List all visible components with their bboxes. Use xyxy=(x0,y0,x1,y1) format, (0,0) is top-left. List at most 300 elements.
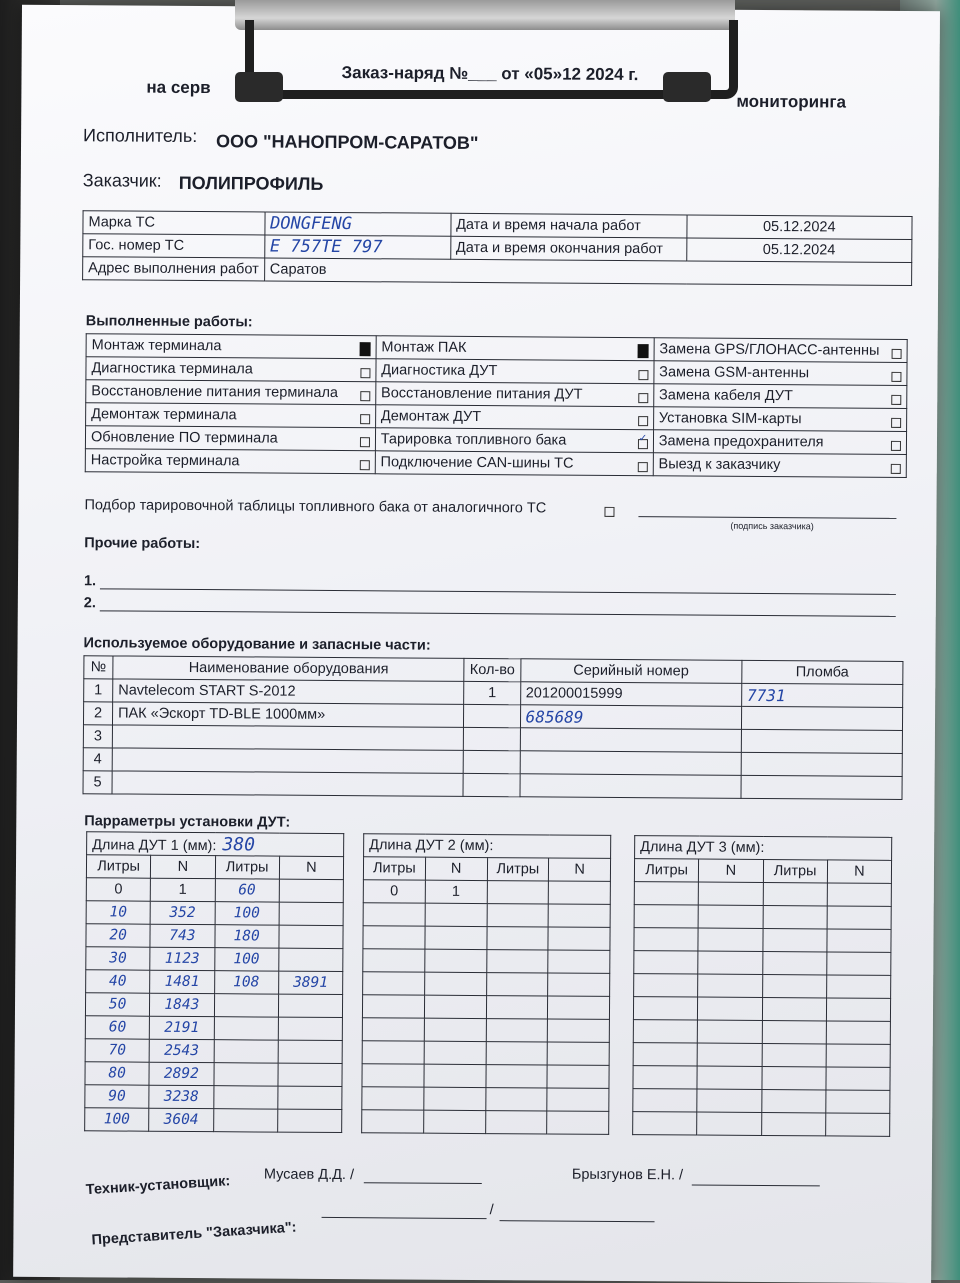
equipment-header-cell: Кол-во xyxy=(464,658,520,681)
d1-cell xyxy=(278,994,342,1017)
d2-cell xyxy=(363,949,425,972)
d1-header-cell: N xyxy=(151,855,215,878)
customer-label: Заказчик: xyxy=(82,170,162,191)
d3-cell xyxy=(827,883,891,906)
d3-cell xyxy=(762,1043,826,1066)
d1-cell: 2191 xyxy=(150,1016,214,1039)
d2-header-cell: Литры xyxy=(487,858,549,881)
d2-table xyxy=(361,833,611,1135)
d2-cell xyxy=(363,972,425,995)
d3-cell xyxy=(761,1089,825,1112)
d2-cell xyxy=(362,1041,424,1064)
equipment-row xyxy=(83,771,902,800)
d2-cell xyxy=(548,904,610,927)
equipment-header-cell: Серийный номер xyxy=(520,659,741,684)
technician-1-line xyxy=(364,1182,482,1184)
d3-cell xyxy=(698,882,762,905)
d2-cell xyxy=(425,949,487,972)
brand-value: DONGFENG xyxy=(265,212,451,236)
work-item xyxy=(654,338,907,363)
work-item-label: Замена GPS/ГЛОНАСС-антенны xyxy=(659,341,880,359)
d1-cell xyxy=(278,1040,342,1063)
d3-cell xyxy=(826,998,890,1021)
d3-header-cell: N xyxy=(827,860,891,883)
other-line-1-number: 1. xyxy=(83,573,97,590)
d3-cell xyxy=(698,928,762,951)
equipment-cell: Navtelecom START S-2012 xyxy=(113,679,465,704)
d3-cell xyxy=(826,1044,890,1067)
equipment-header-cell: № xyxy=(84,656,113,679)
d1-row xyxy=(85,1062,342,1087)
d1-row xyxy=(85,1085,342,1110)
d2-cell xyxy=(487,904,549,927)
d1-cell xyxy=(214,994,278,1017)
d1-cell: 3604 xyxy=(149,1108,213,1131)
representative-label: Представитель "Заказчика": xyxy=(91,1219,297,1249)
work-item xyxy=(653,430,906,455)
d2-cell xyxy=(547,1042,609,1065)
d3-cell xyxy=(633,1043,697,1066)
work-item xyxy=(376,359,654,384)
start-value: 05.12.2024 xyxy=(687,215,913,240)
d2-row xyxy=(363,926,610,951)
d1-cell: 90 xyxy=(85,1085,149,1108)
d2-cell xyxy=(424,1018,486,1041)
other-works-title: Прочие работы: xyxy=(84,535,201,553)
d3-cell xyxy=(698,997,762,1020)
work-item xyxy=(653,453,906,478)
d1-row xyxy=(86,878,343,903)
other-line-2-number: 2. xyxy=(83,595,96,612)
d3-cell xyxy=(698,951,762,974)
work-item-checkbox[interactable] xyxy=(637,344,648,358)
d1-row xyxy=(85,1016,342,1041)
d1-cell xyxy=(213,1086,277,1109)
work-order-sheet xyxy=(13,5,940,1283)
d2-cell xyxy=(547,1088,609,1111)
d1-cell xyxy=(214,1040,278,1063)
d2-length-label: Длина ДУТ 2 (мм): xyxy=(369,837,494,855)
work-item-label: Настройка терминала xyxy=(90,452,240,470)
d3-cell xyxy=(698,1020,762,1043)
d2-row xyxy=(362,995,609,1020)
d1-cell: 352 xyxy=(150,901,214,924)
d2-cell xyxy=(363,903,425,926)
work-item-label: Выезд к заказчику xyxy=(658,456,781,474)
d1-cell: 100 xyxy=(85,1108,149,1131)
d1-row xyxy=(86,901,343,926)
d1-cell: 40 xyxy=(86,970,150,993)
technician-2-line xyxy=(692,1185,820,1187)
other-line-1 xyxy=(100,588,896,595)
work-item xyxy=(85,426,375,451)
d2-cell xyxy=(362,1087,424,1110)
work-item-checkbox[interactable] xyxy=(638,416,648,426)
d1-length-cell xyxy=(87,832,344,857)
d1-cell: 80 xyxy=(85,1062,149,1085)
work-item-label: Монтаж терминала xyxy=(91,336,222,354)
work-item xyxy=(375,428,653,453)
d2-cell xyxy=(362,1110,424,1133)
d2-row xyxy=(362,1018,609,1043)
d3-cell xyxy=(762,951,826,974)
representative-line-2 xyxy=(500,1220,655,1222)
d3-cell xyxy=(634,882,698,905)
work-item xyxy=(376,336,654,361)
d2-header-cell: Литры xyxy=(363,857,425,880)
works-table xyxy=(85,333,908,478)
d3-cell xyxy=(763,905,827,928)
d2-cell xyxy=(362,1064,424,1087)
work-item-checkbox[interactable] xyxy=(891,372,901,382)
d1-row xyxy=(86,924,343,949)
equipment-cell: 7731 xyxy=(741,683,902,707)
d1-cell: 180 xyxy=(214,925,278,948)
d3-cell xyxy=(633,1112,697,1135)
d2-cell xyxy=(425,903,487,926)
equipment-title: Используемое оборудование и запасные части: xyxy=(83,635,431,654)
work-item xyxy=(653,384,906,409)
d1-cell: 1481 xyxy=(150,970,214,993)
d3-cell xyxy=(826,1021,890,1044)
d1-header-row xyxy=(86,855,343,880)
d2-row xyxy=(362,1110,609,1135)
d3-cell xyxy=(827,952,891,975)
work-item-checkbox[interactable] xyxy=(360,460,370,470)
d3-cell xyxy=(762,974,826,997)
selection-text: Подбор тарировочной таблицы топливного бака от аналогичного ТС xyxy=(84,497,547,517)
work-item-checkbox[interactable] xyxy=(891,464,901,474)
d3-table xyxy=(632,835,892,1137)
equipment-cell xyxy=(741,752,902,776)
d2-row xyxy=(362,1041,609,1066)
d3-cell xyxy=(761,1112,825,1135)
equipment-cell xyxy=(464,727,520,750)
d3-row xyxy=(634,928,891,953)
clip-knob-left xyxy=(235,72,283,102)
clipboard-clip xyxy=(235,0,735,110)
equipment-header-cell: Пломба xyxy=(742,660,903,684)
d2-row xyxy=(363,880,610,905)
technician-1: Мусаев Д.Д. / xyxy=(263,1166,355,1184)
d2-cell xyxy=(486,950,548,973)
vehicle-table xyxy=(82,210,912,286)
d1-cell xyxy=(278,1017,342,1040)
d3-cell xyxy=(634,974,698,997)
d1-table xyxy=(84,831,344,1133)
executor-label: Исполнитель: xyxy=(83,125,198,147)
d1-cell: 30 xyxy=(86,947,150,970)
d1-cell: 1 xyxy=(151,878,215,901)
d2-cell xyxy=(486,1019,548,1042)
dut2-block xyxy=(361,833,611,1135)
d2-header-row xyxy=(363,857,610,882)
d1-cell: 100 xyxy=(214,948,278,971)
d3-cell xyxy=(762,928,826,951)
d2-cell xyxy=(547,1111,609,1134)
d2-cell xyxy=(424,972,486,995)
d1-cell: 100 xyxy=(215,902,279,925)
work-item xyxy=(86,403,376,428)
d1-cell: 50 xyxy=(85,993,149,1016)
works-row xyxy=(85,449,906,478)
d2-cell: 0 xyxy=(363,880,425,903)
work-item-label: Демонтаж терминала xyxy=(91,406,237,424)
order-subtitle-right: мониторинга xyxy=(736,91,847,112)
work-item-label: Демонтаж ДУТ xyxy=(380,408,482,426)
equipment-cell xyxy=(464,704,520,727)
d2-row xyxy=(362,1087,609,1112)
d3-cell xyxy=(762,1020,826,1043)
equipment-cell xyxy=(463,773,519,796)
d1-cell xyxy=(279,948,343,971)
work-item-label: Обновление ПО терминала xyxy=(90,429,278,447)
d1-header-cell: Литры xyxy=(86,855,150,878)
work-item-checkbox[interactable] xyxy=(360,414,370,424)
d1-cell xyxy=(213,1063,277,1086)
other-line-2 xyxy=(100,610,896,617)
equipment-cell: 4 xyxy=(83,748,112,771)
work-item-checkbox[interactable] xyxy=(360,391,370,401)
d3-cell xyxy=(633,1066,697,1089)
d1-cell: 2892 xyxy=(149,1062,213,1085)
work-item-label: Замена кабеля ДУТ xyxy=(658,387,793,405)
d1-length-value: 380 xyxy=(222,833,256,855)
equipment-cell: 5 xyxy=(83,771,112,794)
d3-cell xyxy=(697,1043,761,1066)
equipment-cell xyxy=(520,728,741,753)
d1-cell xyxy=(279,925,343,948)
d3-cell xyxy=(763,882,827,905)
d2-row xyxy=(363,949,610,974)
customer-value: ПОЛИПРОФИЛЬ xyxy=(178,172,324,194)
customer-signature-line xyxy=(638,516,896,519)
d3-cell xyxy=(634,951,698,974)
work-item xyxy=(375,382,653,407)
d2-cell xyxy=(362,1018,424,1041)
d1-cell: 3891 xyxy=(278,971,342,994)
d3-cell xyxy=(827,906,891,929)
equipment-cell xyxy=(520,751,741,776)
d1-row xyxy=(86,970,343,995)
d3-cell xyxy=(827,929,891,952)
d3-cell xyxy=(826,1090,890,1113)
address-label: Адрес выполнения работ xyxy=(83,257,265,281)
equipment-cell xyxy=(112,748,464,773)
d3-row xyxy=(634,882,891,907)
d3-row xyxy=(633,1066,890,1091)
plate-label: Гос. номер ТС xyxy=(83,234,265,258)
d2-row xyxy=(363,972,610,997)
d1-cell xyxy=(279,879,343,902)
d1-row xyxy=(85,1039,342,1064)
d3-cell xyxy=(761,1066,825,1089)
d1-cell: 0 xyxy=(86,878,150,901)
equipment-cell: 3 xyxy=(83,725,112,748)
brand-label: Марка ТС xyxy=(83,211,265,235)
d2-cell xyxy=(485,1065,547,1088)
d1-cell: 108 xyxy=(214,971,278,994)
work-item-label: Диагностика терминала xyxy=(91,360,253,378)
d3-row xyxy=(634,974,891,999)
d1-cell xyxy=(214,1017,278,1040)
end-label: Дата и время окончания работ xyxy=(450,236,686,261)
equipment-cell xyxy=(464,750,520,773)
dut3-block xyxy=(632,835,892,1137)
work-item xyxy=(375,405,653,430)
d1-label-row xyxy=(87,832,344,857)
works-title: Выполненные работы: xyxy=(85,313,253,331)
d3-row xyxy=(634,951,891,976)
d2-label-row xyxy=(364,834,611,859)
d2-cell xyxy=(425,926,487,949)
d3-length-cell xyxy=(635,836,892,861)
equipment-cell: 2 xyxy=(83,702,112,725)
d2-cell xyxy=(486,1042,548,1065)
d2-cell xyxy=(548,927,610,950)
d2-header-cell: N xyxy=(549,858,611,881)
d3-row xyxy=(633,1020,890,1045)
d3-cell xyxy=(826,975,890,998)
technician-label: Техник-установщик: xyxy=(85,1173,231,1199)
d1-row xyxy=(86,947,343,972)
d1-cell: 20 xyxy=(86,924,150,947)
work-item-label: Замена предохранителя xyxy=(658,433,824,451)
d3-header-cell: Литры xyxy=(634,859,698,882)
equipment-header-cell: Наименование оборудования xyxy=(113,656,465,681)
d3-row xyxy=(633,1089,890,1114)
plate-value: Е 757ТЕ 797 xyxy=(264,235,450,259)
d1-cell: 60 xyxy=(85,1016,149,1039)
d3-cell xyxy=(633,1089,697,1112)
equipment-cell xyxy=(112,725,464,750)
work-item-label: Диагностика ДУТ xyxy=(381,362,498,380)
representative-slash: / xyxy=(489,1202,494,1219)
signature-caption: (подпись заказчика) xyxy=(730,520,814,532)
d1-length-label: Длина ДУТ 1 (мм): xyxy=(92,836,217,854)
equipment-cell xyxy=(112,771,464,796)
d3-cell xyxy=(634,905,698,928)
work-item-checkbox[interactable] xyxy=(360,368,370,378)
d2-cell xyxy=(487,881,549,904)
d2-cell xyxy=(548,950,610,973)
order-subtitle-left: на серв xyxy=(146,77,211,98)
d1-cell: 3238 xyxy=(149,1085,213,1108)
d3-length-label: Длина ДУТ 3 (мм): xyxy=(640,839,765,856)
work-item xyxy=(86,357,376,382)
d2-cell xyxy=(424,1087,486,1110)
address-value: Саратов xyxy=(264,258,912,286)
d3-cell xyxy=(826,1067,890,1090)
d1-cell xyxy=(278,1063,342,1086)
d1-cell xyxy=(213,1109,277,1132)
work-item-label: Тарировка топливного бака xyxy=(380,431,567,449)
d2-cell xyxy=(424,1064,486,1087)
equipment-cell: 1 xyxy=(464,681,520,704)
d2-cell xyxy=(424,1041,486,1064)
d1-header-cell: N xyxy=(279,856,343,879)
work-item-checkbox[interactable] xyxy=(891,418,901,428)
d1-cell xyxy=(277,1109,341,1132)
start-label: Дата и время начала работ xyxy=(451,213,687,238)
work-item-checkbox[interactable] xyxy=(638,370,648,380)
work-item-checkbox[interactable] xyxy=(891,441,901,451)
end-value: 05.12.2024 xyxy=(686,238,912,263)
work-item-label: Подключение CAN-шины ТС xyxy=(380,454,574,472)
work-item-label: Восстановление питания терминала xyxy=(91,383,339,402)
equipment-cell xyxy=(741,706,902,730)
d1-cell: 10 xyxy=(86,901,150,924)
d2-cell xyxy=(363,926,425,949)
work-item-checkbox[interactable] xyxy=(638,393,648,403)
dut1-block xyxy=(84,831,344,1133)
d3-cell xyxy=(697,1089,761,1112)
work-item-checkbox[interactable] xyxy=(638,439,648,449)
d3-row xyxy=(633,1112,890,1137)
d3-cell xyxy=(698,974,762,997)
equipment-cell: 201200015999 xyxy=(520,682,741,707)
equipment-cell xyxy=(741,729,902,753)
d2-cell xyxy=(547,1065,609,1088)
d3-header-cell: N xyxy=(699,859,763,882)
d2-cell xyxy=(548,881,610,904)
d3-cell xyxy=(634,928,698,951)
d2-cell xyxy=(424,995,486,1018)
d3-cell xyxy=(633,1020,697,1043)
d3-label-row xyxy=(635,836,892,861)
d2-cell xyxy=(548,996,610,1019)
executor-value: ООО "НАНОПРОМ-САРАТОВ" xyxy=(215,131,479,153)
d3-cell xyxy=(697,1066,761,1089)
d1-cell: 1123 xyxy=(150,947,214,970)
d3-header-cell: Литры xyxy=(763,859,827,882)
d3-row xyxy=(633,1043,890,1068)
work-item xyxy=(85,449,375,474)
equipment-cell xyxy=(741,775,902,799)
d2-row xyxy=(362,1064,609,1089)
d3-row xyxy=(634,905,891,930)
d3-cell xyxy=(762,997,826,1020)
d2-cell xyxy=(485,1088,547,1111)
work-item-label: Установка SIM-карты xyxy=(658,410,802,428)
d1-cell: 60 xyxy=(215,879,279,902)
d1-row xyxy=(85,993,342,1018)
work-item-checkbox[interactable] xyxy=(359,342,370,356)
order-title: Заказ-наряд №___ от «05»12 2024 г. xyxy=(341,63,639,85)
d1-cell xyxy=(278,1086,342,1109)
d3-header-row xyxy=(634,859,891,884)
d2-length-cell xyxy=(364,834,611,859)
d2-cell xyxy=(548,1019,610,1042)
selection-checkbox[interactable] xyxy=(604,507,614,517)
d2-cell xyxy=(423,1110,485,1133)
technician-2: Брызгунов Е.Н. / xyxy=(571,1166,684,1184)
work-item-checkbox[interactable] xyxy=(638,462,648,472)
d3-cell xyxy=(825,1113,889,1136)
d2-header-cell: N xyxy=(425,857,487,880)
equipment-cell: ПАК «Эскорт TD-BLE 1000мм» xyxy=(113,702,465,727)
work-item xyxy=(86,380,376,405)
work-item-label: Монтаж ПАК xyxy=(381,338,467,356)
work-item-checkbox[interactable] xyxy=(360,437,370,447)
dut-title: Парраметры установки ДУТ: xyxy=(84,813,291,831)
clip-knob-right xyxy=(663,72,711,102)
work-item-checkbox[interactable] xyxy=(891,395,901,405)
work-item-checkbox[interactable] xyxy=(892,349,902,359)
d2-cell xyxy=(486,973,548,996)
d1-cell: 2543 xyxy=(149,1039,213,1062)
d1-header-cell: Литры xyxy=(215,856,279,879)
